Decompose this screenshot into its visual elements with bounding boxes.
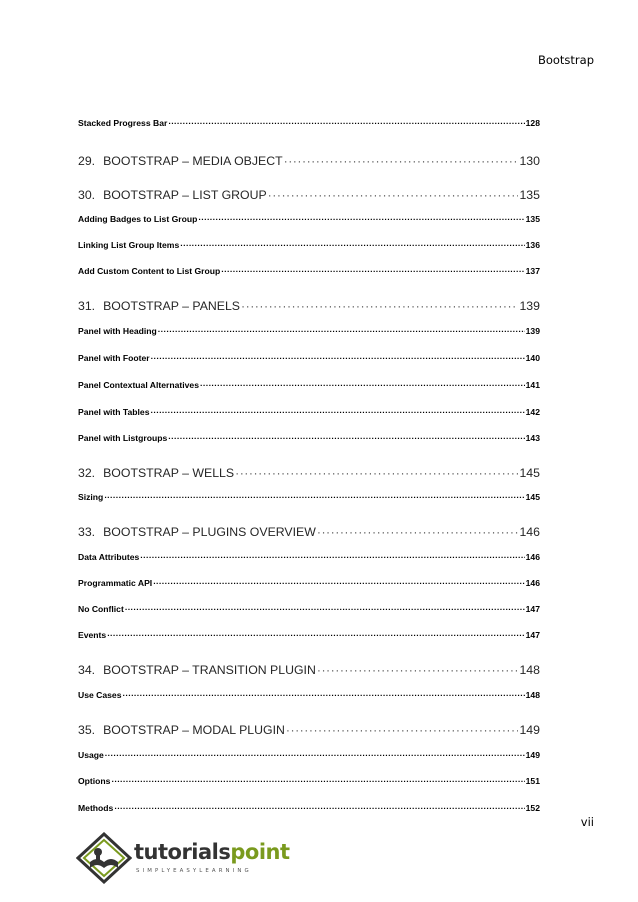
toc-page-number: 147 <box>525 630 540 640</box>
toc-section-entry[interactable] <box>78 578 540 588</box>
toc-chapter-entry[interactable] <box>78 299 540 313</box>
toc-dot-leader <box>151 353 525 363</box>
toc-dot-leader <box>111 776 524 786</box>
toc-page-number: 145 <box>519 466 540 480</box>
toc-chapter-number: 33. <box>78 525 96 539</box>
logo-wordmark: tutorialspoint <box>134 840 290 864</box>
toc-page-number: 145 <box>525 492 540 502</box>
toc-page-number: 130 <box>519 154 540 168</box>
toc-page-number: 146 <box>519 525 540 539</box>
toc-entry-label: Panel with Footer <box>78 353 150 363</box>
toc-dot-leader <box>122 690 524 700</box>
toc-section-entry[interactable] <box>78 552 540 562</box>
toc-page-number: 139 <box>519 299 540 313</box>
toc-entry-label: Panel with Listgroups <box>78 433 168 443</box>
toc-dot-leader <box>153 578 524 588</box>
toc-entry-label: Options <box>78 776 111 786</box>
toc-page-number: 149 <box>519 723 540 737</box>
toc-entry-label: Stacked Progress Bar <box>78 118 168 128</box>
toc-entry-label: Panel with Tables <box>78 407 150 417</box>
toc-section-entry[interactable] <box>78 690 540 700</box>
toc-chapter-entry[interactable] <box>78 466 540 480</box>
toc-page-number: 128 <box>525 118 540 128</box>
toc-dot-leader <box>114 803 524 813</box>
toc-dot-leader <box>140 552 524 562</box>
toc-dot-leader <box>107 630 524 640</box>
toc-chapter-number: 35. <box>78 723 96 737</box>
toc-chapter-number: 32. <box>78 466 96 480</box>
toc-entry-label: BOOTSTRAP – MEDIA OBJECT <box>103 154 283 168</box>
toc-page-number: 137 <box>525 266 540 276</box>
toc-dot-leader <box>241 299 518 313</box>
toc-section-entry[interactable] <box>78 407 540 417</box>
toc-entry-label: Events <box>78 630 107 640</box>
toc-page-number: 135 <box>525 214 540 224</box>
toc-dot-leader <box>268 188 519 202</box>
toc-entry-label: Methods <box>78 803 114 813</box>
toc-entry-label: BOOTSTRAP – WELLS <box>103 466 235 480</box>
toc-section-entry[interactable] <box>78 380 540 390</box>
toc-page-number: 148 <box>519 663 540 677</box>
toc-dot-leader <box>168 433 524 443</box>
running-header-title: Bootstrap <box>537 53 594 67</box>
toc-page-number: 140 <box>525 353 540 363</box>
toc-section-entry[interactable] <box>78 630 540 640</box>
toc-chapter-number: 31. <box>78 299 96 313</box>
toc-entry-label: Programmatic API <box>78 578 153 588</box>
toc-dot-leader <box>158 326 525 336</box>
toc-page-number: 147 <box>525 604 540 614</box>
toc-dot-leader <box>150 407 524 417</box>
toc-section-entry[interactable] <box>78 214 540 224</box>
tutorialspoint-book-logo-icon <box>76 832 132 884</box>
toc-page-number: 142 <box>525 407 540 417</box>
toc-chapter-entry[interactable] <box>78 663 540 677</box>
toc-section-entry[interactable] <box>78 803 540 813</box>
toc-chapter-number: 29. <box>78 154 96 168</box>
toc-chapter-entry[interactable] <box>78 525 540 539</box>
toc-page-number: 152 <box>525 803 540 813</box>
toc-entry-label: Add Custom Content to List Group <box>78 266 221 276</box>
toc-section-entry[interactable] <box>78 266 540 276</box>
toc-section-entry[interactable] <box>78 433 540 443</box>
toc-entry-label: BOOTSTRAP – PANELS <box>103 299 241 313</box>
toc-entry-label: Usage <box>78 750 104 760</box>
toc-dot-leader <box>168 118 524 128</box>
toc-page-number: 148 <box>525 690 540 700</box>
toc-dot-leader <box>180 240 524 250</box>
toc-dot-leader <box>125 604 525 614</box>
toc-page-number: 149 <box>525 750 540 760</box>
toc-chapter-entry[interactable] <box>78 188 540 202</box>
toc-entry-label: Data Attributes <box>78 552 140 562</box>
toc-entry-label: Panel Contextual Alternatives <box>78 380 199 390</box>
toc-dot-leader <box>235 466 518 480</box>
toc-chapter-number: 30. <box>78 188 96 202</box>
toc-dot-leader <box>198 214 524 224</box>
toc-dot-leader <box>317 663 519 677</box>
toc-entry-label: No Conflict <box>78 604 124 614</box>
toc-entry-label: Adding Badges to List Group <box>78 214 198 224</box>
toc-page-number: 151 <box>525 776 540 786</box>
toc-section-entry[interactable] <box>78 353 540 363</box>
tutorialspoint-logo <box>76 832 290 884</box>
toc-dot-leader <box>317 525 519 539</box>
toc-chapter-entry[interactable] <box>78 154 540 168</box>
toc-page-number: 139 <box>525 326 540 336</box>
toc-chapter-entry[interactable] <box>78 723 540 737</box>
toc-entry-label: Use Cases <box>78 690 122 700</box>
toc-entry-label: Linking List Group Items <box>78 240 180 250</box>
toc-chapter-number: 34. <box>78 663 96 677</box>
logo-tagline: SIMPLYEASYLEARNING <box>136 868 252 874</box>
toc-section-entry[interactable] <box>78 604 540 614</box>
toc-dot-leader <box>286 723 519 737</box>
toc-section-entry[interactable] <box>78 240 540 250</box>
toc-section-entry[interactable] <box>78 776 540 786</box>
page-number: vii <box>580 815 594 829</box>
toc-entry-label: Panel with Heading <box>78 326 157 336</box>
toc-entry-label: BOOTSTRAP – PLUGINS OVERVIEW <box>103 525 316 539</box>
toc-section-entry[interactable] <box>78 492 540 502</box>
toc-section-entry[interactable] <box>78 326 540 336</box>
toc-dot-leader <box>284 154 519 168</box>
toc-dot-leader <box>200 380 525 390</box>
toc-section-entry[interactable] <box>78 750 540 760</box>
toc-page-number: 136 <box>525 240 540 250</box>
toc-page-number: 135 <box>519 188 540 202</box>
toc-dot-leader <box>221 266 524 276</box>
toc-dot-leader <box>105 750 525 760</box>
toc-entry-label: BOOTSTRAP – LIST GROUP <box>103 188 267 202</box>
toc-dot-leader <box>104 492 524 502</box>
toc-section-entry[interactable] <box>78 118 540 128</box>
toc-entry-label: Sizing <box>78 492 104 502</box>
toc-entry-label: BOOTSTRAP – MODAL PLUGIN <box>103 723 285 737</box>
toc-page-number: 141 <box>525 380 540 390</box>
toc-page-number: 146 <box>525 578 540 588</box>
toc-page-number: 143 <box>525 433 540 443</box>
toc-entry-label: BOOTSTRAP – TRANSITION PLUGIN <box>103 663 316 677</box>
toc-page-number: 146 <box>525 552 540 562</box>
